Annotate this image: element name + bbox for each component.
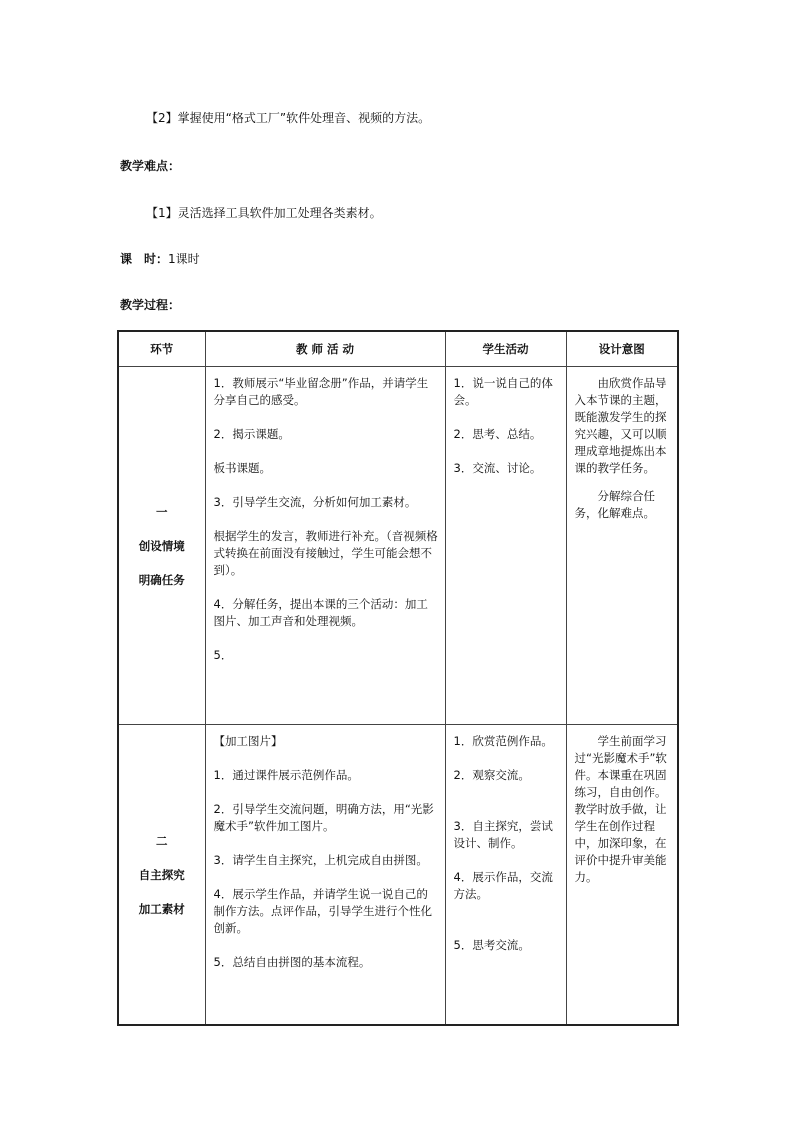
class-period	[120, 251, 200, 267]
teacher-step: 2．揭示课题。	[213, 427, 290, 441]
teacher-step: 2．引导学生交流问题，明确方法，用“光影魔术手”软件加工图片。	[213, 802, 434, 833]
stage-cell	[118, 367, 205, 725]
student-step: 2．思考、总结。	[453, 427, 542, 441]
student-activity-cell	[445, 725, 566, 1026]
table-row	[118, 367, 678, 725]
student-activity-cell	[445, 367, 566, 725]
teacher-step: 1．教师展示“毕业留念册”作品，并请学生分享自己的感受。	[213, 376, 429, 407]
design-note: 由欣赏作品导入本节课的主题，既能激发学生的探究兴趣，又可以顺理成章地提炼出本课的教学任务。	[574, 376, 667, 475]
table-header-row	[118, 331, 678, 367]
period-label: 课 时：	[120, 252, 169, 266]
teacher-step: 4．展示学生作品，并请学生说一说自己的制作方法。点评作品，引导学生进行个性化创新。	[213, 887, 432, 935]
student-step: 4．展示作品，交流方法。	[453, 870, 553, 901]
teacher-step: 根据学生的发言，教师进行补充。（音视频格式转换在前面没有接触过，学生可能会想不到）。	[213, 529, 438, 577]
stage-title: 自主探究	[138, 867, 185, 882]
design-intent-cell	[566, 367, 678, 725]
teacher-step: 【加工图片】	[213, 734, 283, 748]
header-student-activity: 学生活动	[445, 331, 566, 367]
student-step: 1．说一说自己的体会。	[453, 376, 553, 407]
stage-title: 明确任务	[138, 572, 185, 587]
teacher-step: 1．通过课件展示范例作品。	[213, 768, 359, 782]
difficulty-heading: 教学难点：	[120, 159, 181, 173]
teacher-step: 5．总结自由拼图的基本流程。	[213, 955, 371, 969]
student-step: 5．思考交流。	[453, 938, 530, 952]
header-teacher-activity: 教 师 活 动	[205, 331, 445, 367]
stage-title: 创设情境	[138, 538, 185, 553]
objective-2: 【2】掌握使用“格式工厂”软件处理音、视频的方法。	[146, 111, 431, 125]
table-row	[118, 725, 678, 1026]
design-note: 分解综合任务，化解难点。	[574, 489, 655, 520]
teacher-activity-cell	[205, 367, 445, 725]
period-value: 1课时	[168, 252, 200, 266]
design-note: 学生前面学习过“光影魔术手”软件。本课重在巩固练习，自由创作。教学时放手做，让学生在创作过程中，加深印象，在评价中提升审美能力。	[574, 734, 667, 884]
stage-number: 一	[156, 504, 168, 519]
teacher-step: 5．	[213, 648, 233, 662]
teacher-step: 4．分解任务，提出本课的三个活动：加工图片、加工声音和处理视频。	[213, 597, 428, 628]
student-step: 3．自主探究，尝试设计、制作。	[453, 819, 553, 850]
teaching-process-table	[117, 330, 679, 1026]
teacher-step: 板书课题。	[213, 461, 271, 475]
stage-number: 二	[156, 833, 168, 848]
teacher-step: 3．请学生自主探究，上机完成自由拼图。	[213, 853, 428, 867]
stage-cell	[118, 725, 205, 1026]
teacher-activity-cell	[205, 725, 445, 1026]
process-heading: 教学过程：	[120, 298, 181, 312]
header-stage: 环节	[118, 331, 205, 367]
student-step: 3．交流、讨论。	[453, 461, 542, 475]
student-step: 2．观察交流。	[453, 768, 530, 782]
difficulty-1: 【1】灵活选择工具软件加工处理各类素材。	[146, 206, 382, 220]
student-step: 1．欣赏范例作品。	[453, 734, 553, 748]
stage-title: 加工素材	[138, 901, 185, 916]
teacher-step: 3．引导学生交流，分析如何加工素材。	[213, 495, 417, 509]
design-intent-cell	[566, 725, 678, 1026]
header-design-intent: 设计意图	[566, 331, 678, 367]
